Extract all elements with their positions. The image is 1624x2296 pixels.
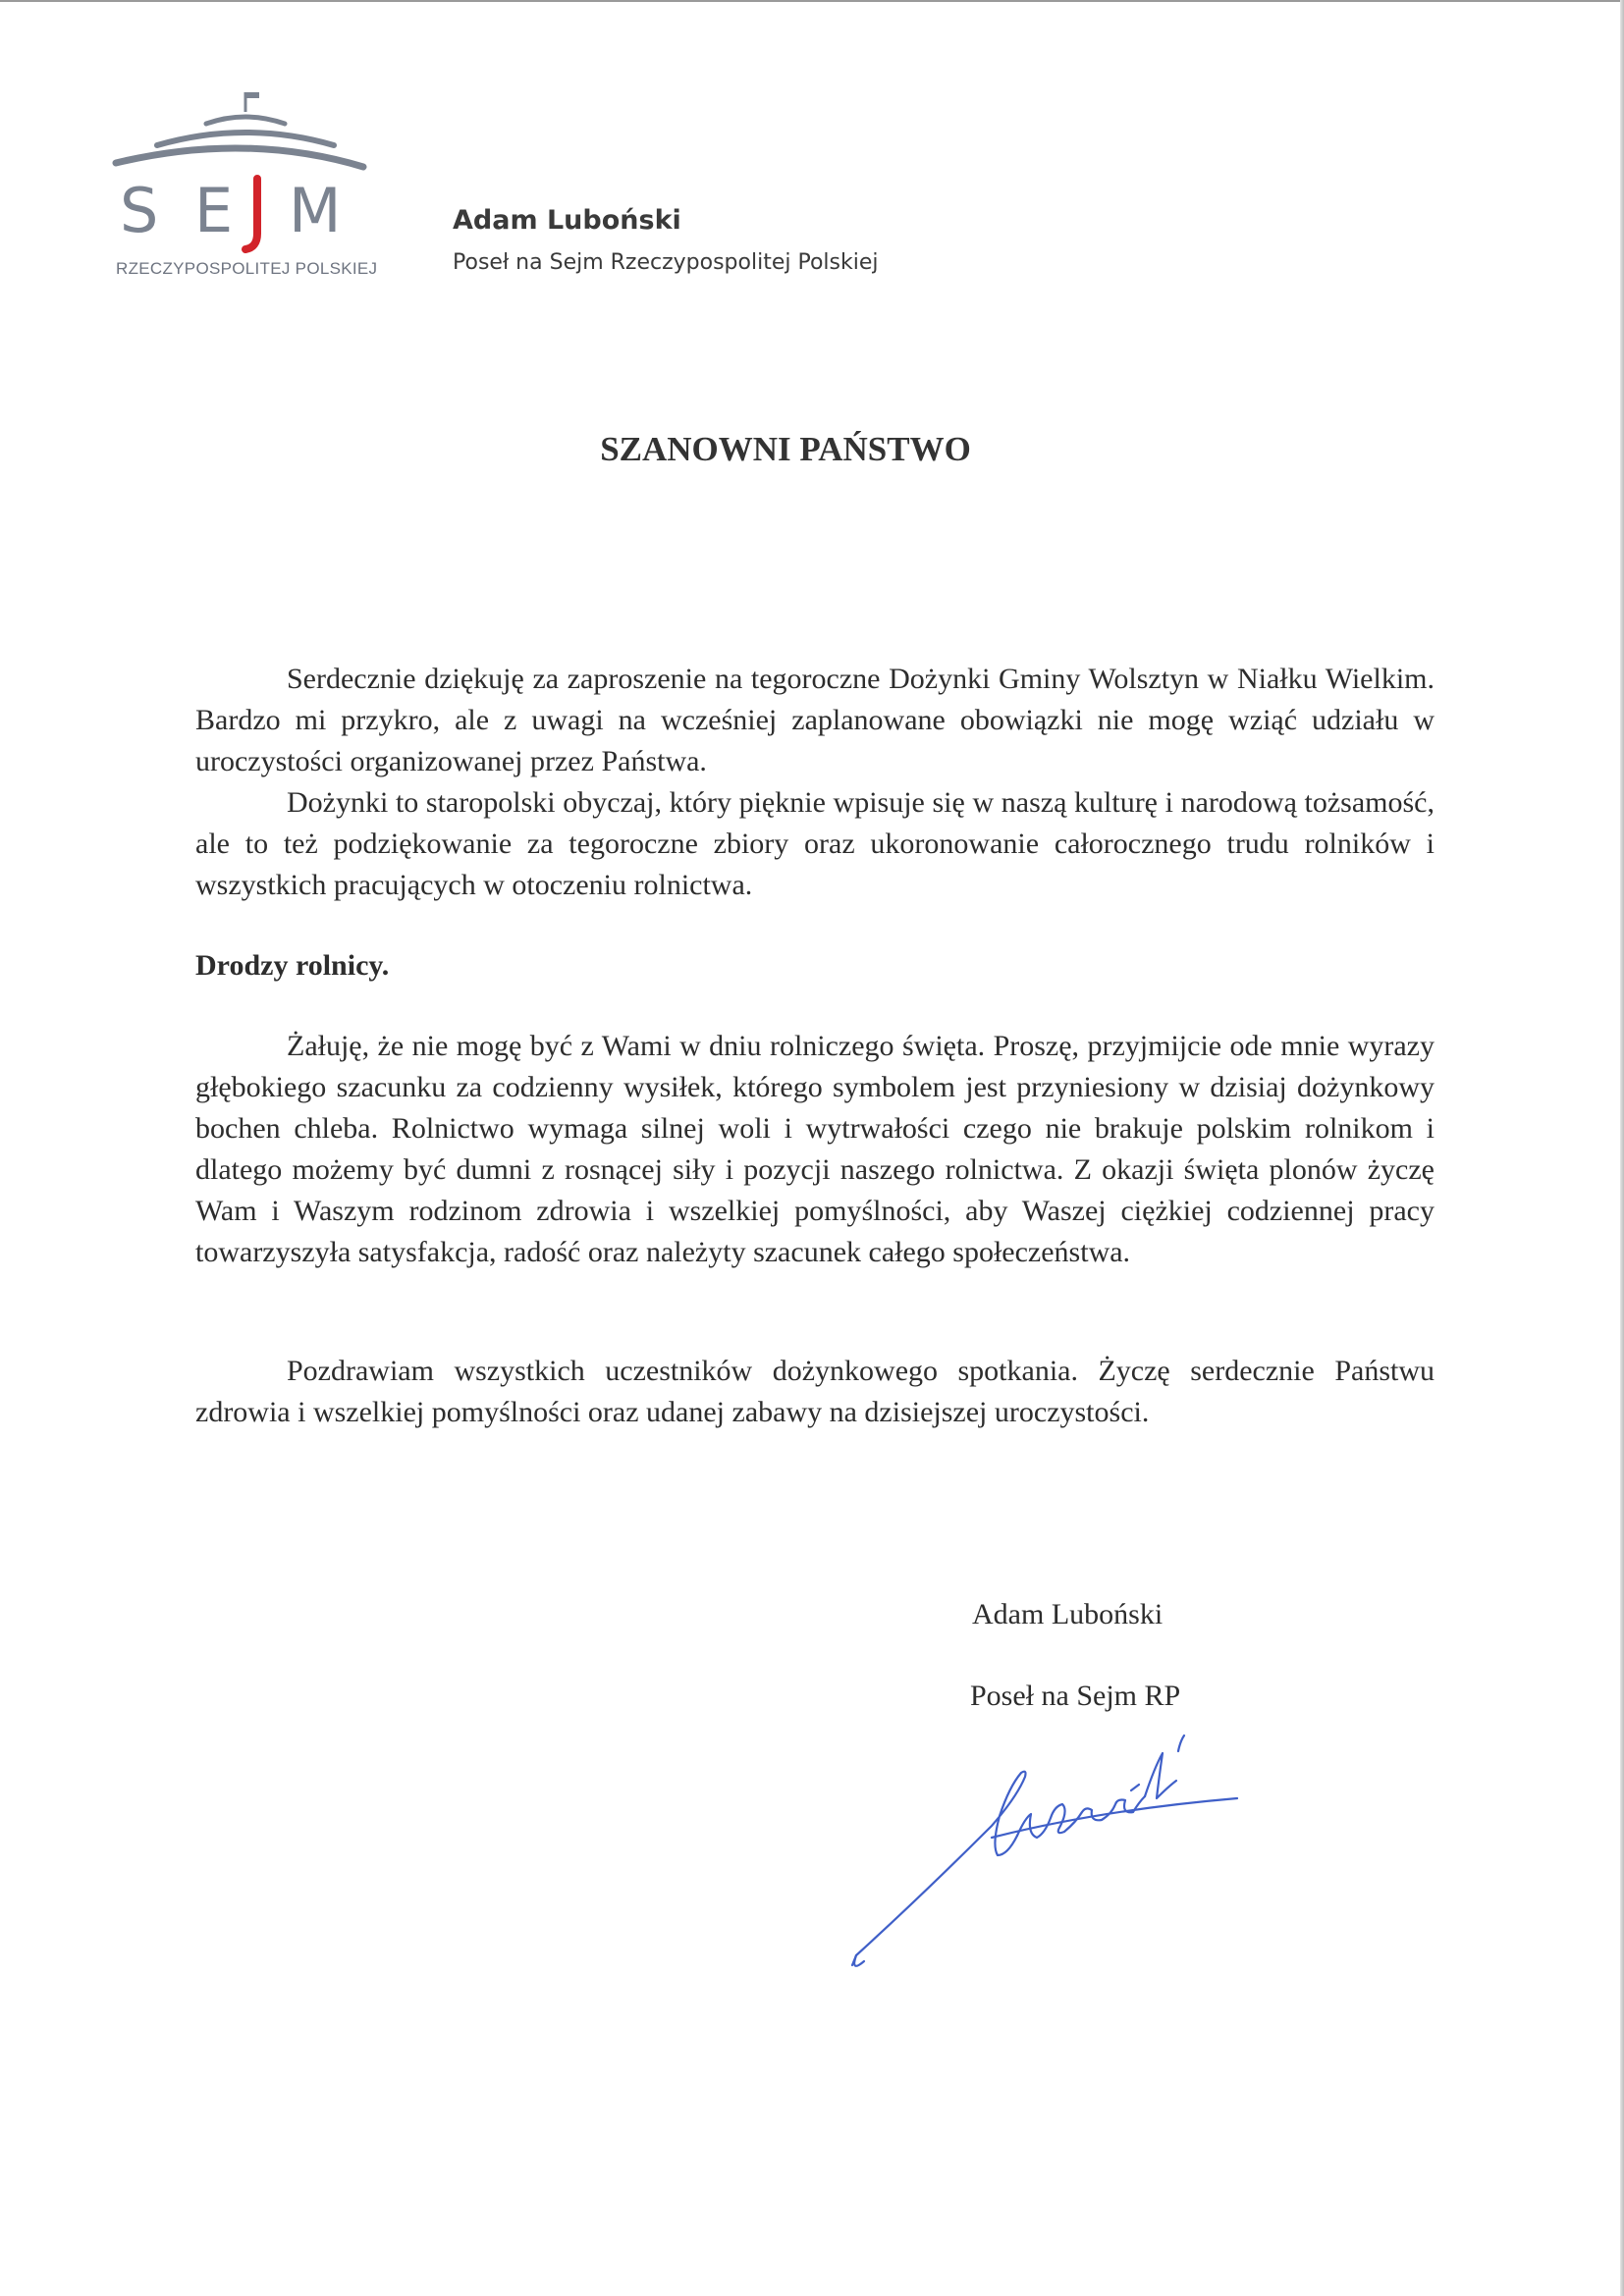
paragraph-2-block bbox=[195, 782, 1435, 906]
scan-top-edge bbox=[0, 0, 1624, 2]
author-name: Adam Luboński bbox=[453, 205, 681, 236]
author-role: Poseł na Sejm Rzeczypospolitej Polskiej bbox=[453, 250, 879, 275]
scan-right-edge bbox=[1620, 0, 1624, 2296]
paragraph-1: Serdecznie dziękuję za zaproszenie na tegoroczne Dożynki Gminy Wolsztyn w Niałku Wielkim. Bardzo mi przykro, ale z uwagi na wcześniej zaplanowane obowiązki nie mogę wziąć udziału w uroczystości organizowanej przez Państwa. bbox=[195, 663, 1435, 777]
paragraph-3-block bbox=[195, 1026, 1435, 1273]
letter-heading: SZANOWNI PAŃSTWO bbox=[600, 430, 971, 468]
svg-text:E: E bbox=[194, 175, 234, 246]
paragraph-1-block bbox=[195, 659, 1435, 782]
paragraph-2: Dożynki to staropolski obyczaj, który pięknie wpisuje się w naszą kulturę i narodową tożsamość, ale to też podziękowanie za tegoroczne zbiory oraz ukoronowanie całorocznego trudu rolników i wszystkich pracujących w otoczeniu rolnictwa. bbox=[195, 786, 1435, 901]
paragraph-4: Pozdrawiam wszystkich uczestników dożynkowego spotkania. Życzę serdecznie Państwu zdrowia i wszelkiej pomyślności oraz udanej zabawy na dzisiejszej uroczystości. bbox=[195, 1355, 1435, 1428]
closing-role: Poseł na Sejm RP bbox=[970, 1680, 1181, 1712]
paragraph-3: Żałuję, że nie mogę być z Wami w dniu rolniczego święta. Proszę, przyjmijcie ode mnie wyrazy głębokiego szacunku za codzienny wysiłek, którego symbolem jest przyniesiony w dzisiaj dożynkowy bochen chleba. Rolnictwo wymaga silnej woli i wytrwałości czego nie brakuje polskim rolnikom i dlatego możemy być dumni z rosnącej siły i pozycji naszego rolnictwa. Z okazji święta plonów życzę Wam i Waszym rodzinom zdrowia i wszelkiej pomyślności, aby Waszej ciężkiej codziennej pracy towarzyszyła satysfakcja, radość oraz należyty szacunek całego społeczeństwa. bbox=[195, 1030, 1435, 1268]
svg-text:M: M bbox=[289, 175, 342, 246]
handwritten-signature bbox=[844, 1708, 1296, 1983]
salutation: Drodzy rolnicy. bbox=[195, 949, 390, 982]
closing-name: Adam Luboński bbox=[972, 1598, 1164, 1630]
logo-subtitle: RZECZYPOSPOLITEJ POLSKIEJ bbox=[116, 259, 378, 278]
svg-text:S: S bbox=[120, 175, 159, 246]
paragraph-4-block bbox=[195, 1351, 1435, 1433]
